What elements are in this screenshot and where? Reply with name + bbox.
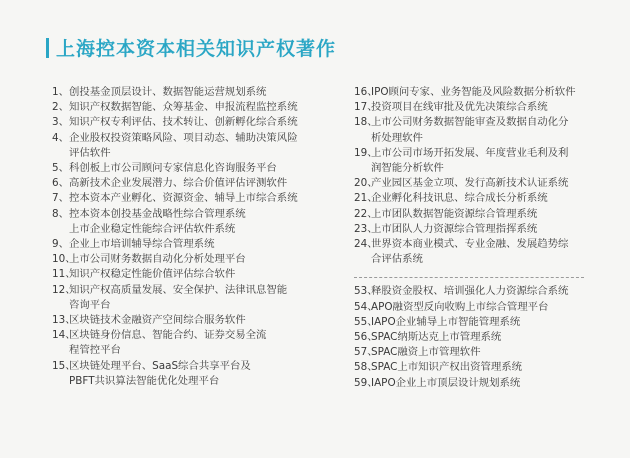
item-number: 4、 — [52, 131, 70, 144]
item-text-line: IAPO企业上市顶层设计规划系统 — [371, 376, 521, 389]
item-text-line: 高新技术企业发展潜力、综合价值评估评测软件 — [69, 177, 288, 190]
list-item — [354, 237, 614, 267]
list-item — [52, 328, 314, 358]
item-number: 21、 — [354, 192, 378, 205]
list-item — [52, 191, 314, 206]
item-number: 1、 — [52, 86, 70, 98]
list-item — [354, 207, 614, 222]
item-number: 57、 — [354, 346, 378, 359]
item-number: 17、 — [354, 101, 378, 114]
item-text — [69, 161, 277, 176]
list-item — [52, 161, 314, 176]
list-item — [52, 207, 314, 237]
item-number: 3、 — [52, 116, 70, 129]
item-number: 10、 — [52, 253, 76, 266]
item-text — [69, 85, 266, 100]
item-text-line: 控本资本创投基金战略性综合管理系统 — [69, 207, 246, 220]
item-text — [371, 237, 568, 267]
list-item — [354, 85, 614, 100]
item-text-line: 上市团队人力资源综合管理指挥系统 — [371, 222, 538, 235]
item-text-line: 知识产权稳定性能价值评估综合软件 — [69, 268, 236, 281]
item-number: 55、 — [354, 315, 378, 328]
title-accent-bar — [46, 38, 49, 58]
list-item — [354, 191, 614, 206]
item-number: 5、 — [52, 162, 70, 175]
item-text — [371, 330, 501, 345]
item-text — [69, 313, 246, 328]
item-number: 9、 — [52, 238, 70, 251]
item-text-line: 咨询平台 — [69, 298, 111, 311]
item-text-line: SPAC融资上市管理软件 — [371, 346, 481, 359]
item-number: 14、 — [52, 329, 76, 342]
item-text-line: 控本资本产业孵化、资源资金、辅导上市综合系统 — [69, 192, 298, 205]
list-item — [52, 359, 314, 389]
item-text — [371, 176, 568, 191]
item-text-line: 上市公司财务数据智能审查及数据自动化分 — [371, 116, 569, 129]
list-item — [354, 100, 614, 115]
list-item — [52, 237, 314, 252]
item-text — [69, 283, 287, 313]
item-number: 2、 — [52, 101, 70, 114]
list-item — [354, 330, 614, 345]
item-text-line: 评估软件 — [69, 146, 111, 159]
item-text-line: 析处理软件 — [371, 131, 423, 144]
item-text-line: 投资项目在线审批及优先决策综合系统 — [371, 101, 548, 114]
item-text — [69, 115, 298, 130]
item-text — [69, 359, 251, 389]
right-list-bottom — [354, 284, 614, 390]
item-text-line: 润智能分析软件 — [371, 162, 444, 175]
item-text-line: 知识产权数据智能、众筹基金、申报流程监控系统 — [69, 101, 298, 114]
item-text — [69, 267, 235, 282]
list-item — [354, 146, 614, 176]
item-number: 13、 — [52, 314, 76, 327]
left-list — [52, 85, 314, 389]
item-text-line: 释股资金股权、培训强化人力资源综合系统 — [371, 285, 569, 298]
item-text-line: 合评估系统 — [371, 253, 423, 266]
list-item — [354, 222, 614, 237]
item-text — [371, 284, 568, 299]
item-text-line: 区块链身份信息、智能合约、证券交易全流 — [69, 329, 267, 342]
item-text — [69, 328, 266, 358]
item-text-line: 产业园区基金立项、发行高新技术认证系统 — [371, 177, 569, 190]
item-text — [371, 146, 568, 176]
item-number: 58、 — [354, 361, 378, 374]
item-number: 56、 — [354, 331, 378, 344]
item-text-line: 企业孵化科技讯息、综合成长分析系统 — [371, 192, 548, 205]
page-title: 上海控本资本相关知识产权著作 — [56, 38, 337, 60]
item-text — [371, 191, 548, 206]
item-text-line: 世界资本商业模式、专业金融、发展趋势综 — [371, 238, 569, 251]
item-number: 7、 — [52, 192, 70, 205]
item-text-line: 区块链处理平台、SaaS综合共享平台及 — [69, 359, 251, 372]
item-text-line: 区块链技术金融资产空间综合服务软件 — [69, 314, 246, 327]
item-text — [371, 315, 520, 330]
item-text — [371, 207, 537, 222]
item-text — [371, 376, 520, 391]
item-text-line: 知识产权专利评估、技术转让、创新孵化综合系统 — [69, 116, 298, 129]
item-text — [371, 100, 548, 115]
item-number: 16、 — [354, 86, 378, 98]
item-text — [371, 85, 576, 100]
list-item — [52, 131, 314, 161]
list-item — [52, 313, 314, 328]
item-text-line: SPAC上市知识产权出资管理系统 — [371, 361, 523, 374]
item-number: 59、 — [354, 376, 378, 389]
item-text-line: APO融资型反向收购上市综合管理平台 — [371, 300, 549, 313]
item-text-line: IAPO企业辅导上市智能管理系统 — [371, 315, 521, 328]
item-text-line: 创投基金顶层设计、数据智能运营规划系统 — [69, 86, 267, 98]
item-number: 22、 — [354, 207, 378, 220]
section-divider — [354, 277, 584, 278]
item-number: 15、 — [52, 359, 76, 372]
item-text — [371, 360, 522, 375]
list-item — [52, 252, 314, 267]
item-text — [371, 222, 537, 237]
list-item — [354, 284, 614, 299]
item-number: 24、 — [354, 238, 378, 251]
item-text-line: PBFT共识算法智能优化处理平台 — [69, 374, 220, 387]
item-number: 19、 — [354, 146, 378, 159]
list-item — [52, 100, 314, 115]
item-text-line: 上市团队数据智能资源综合管理系统 — [371, 207, 538, 220]
item-text — [69, 176, 287, 191]
list-item — [354, 300, 614, 315]
list-item — [52, 85, 314, 100]
list-item — [354, 176, 614, 191]
item-text-line: 上市公司财务数据自动化分析处理平台 — [69, 253, 246, 266]
item-text — [69, 252, 246, 267]
item-text-line: 程管控平台 — [69, 344, 121, 357]
list-item — [52, 176, 314, 191]
item-number: 54、 — [354, 300, 378, 313]
item-text-line: 上市公司市场开拓发展、年度营业毛利及利 — [371, 146, 569, 159]
item-number: 53、 — [354, 285, 378, 298]
item-text — [69, 207, 246, 237]
list-item — [354, 315, 614, 330]
list-item — [52, 283, 314, 313]
list-item — [354, 115, 614, 145]
item-text-line: 企业股权投资策略风险、项目动态、辅助决策风险 — [69, 131, 298, 144]
item-number: 12、 — [52, 283, 76, 296]
item-text — [69, 131, 298, 161]
item-number: 20、 — [354, 177, 378, 190]
item-text — [371, 115, 568, 145]
item-number: 6、 — [52, 177, 70, 190]
item-text — [69, 191, 298, 206]
item-text-line: 上市企业稳定性能综合评估软件系统 — [69, 222, 236, 235]
item-text-line: 企业上市培训辅导综合管理系统 — [69, 238, 215, 251]
item-text-line: 知识产权高质量发展、安全保护、法律讯息智能 — [69, 283, 288, 296]
item-number: 23、 — [354, 222, 378, 235]
item-text-line: IPO顾问专家、业务智能及风险数据分析软件 — [371, 86, 576, 98]
item-number: 8、 — [52, 207, 70, 220]
item-text-line: SPAC纳斯达克上市管理系统 — [371, 331, 502, 344]
right-list — [354, 85, 614, 391]
item-text — [69, 100, 298, 115]
right-list-top — [354, 85, 614, 267]
item-text — [69, 237, 214, 252]
list-item — [354, 345, 614, 360]
item-number: 11、 — [52, 268, 76, 281]
item-text — [371, 345, 481, 360]
item-number: 18、 — [354, 116, 378, 129]
list-item — [354, 376, 614, 391]
list-item — [354, 360, 614, 375]
item-text-line: 科创板上市公司顾问专家信息化咨询服务平台 — [69, 162, 277, 175]
item-text — [371, 300, 548, 315]
list-item — [52, 115, 314, 130]
list-item — [52, 267, 314, 282]
